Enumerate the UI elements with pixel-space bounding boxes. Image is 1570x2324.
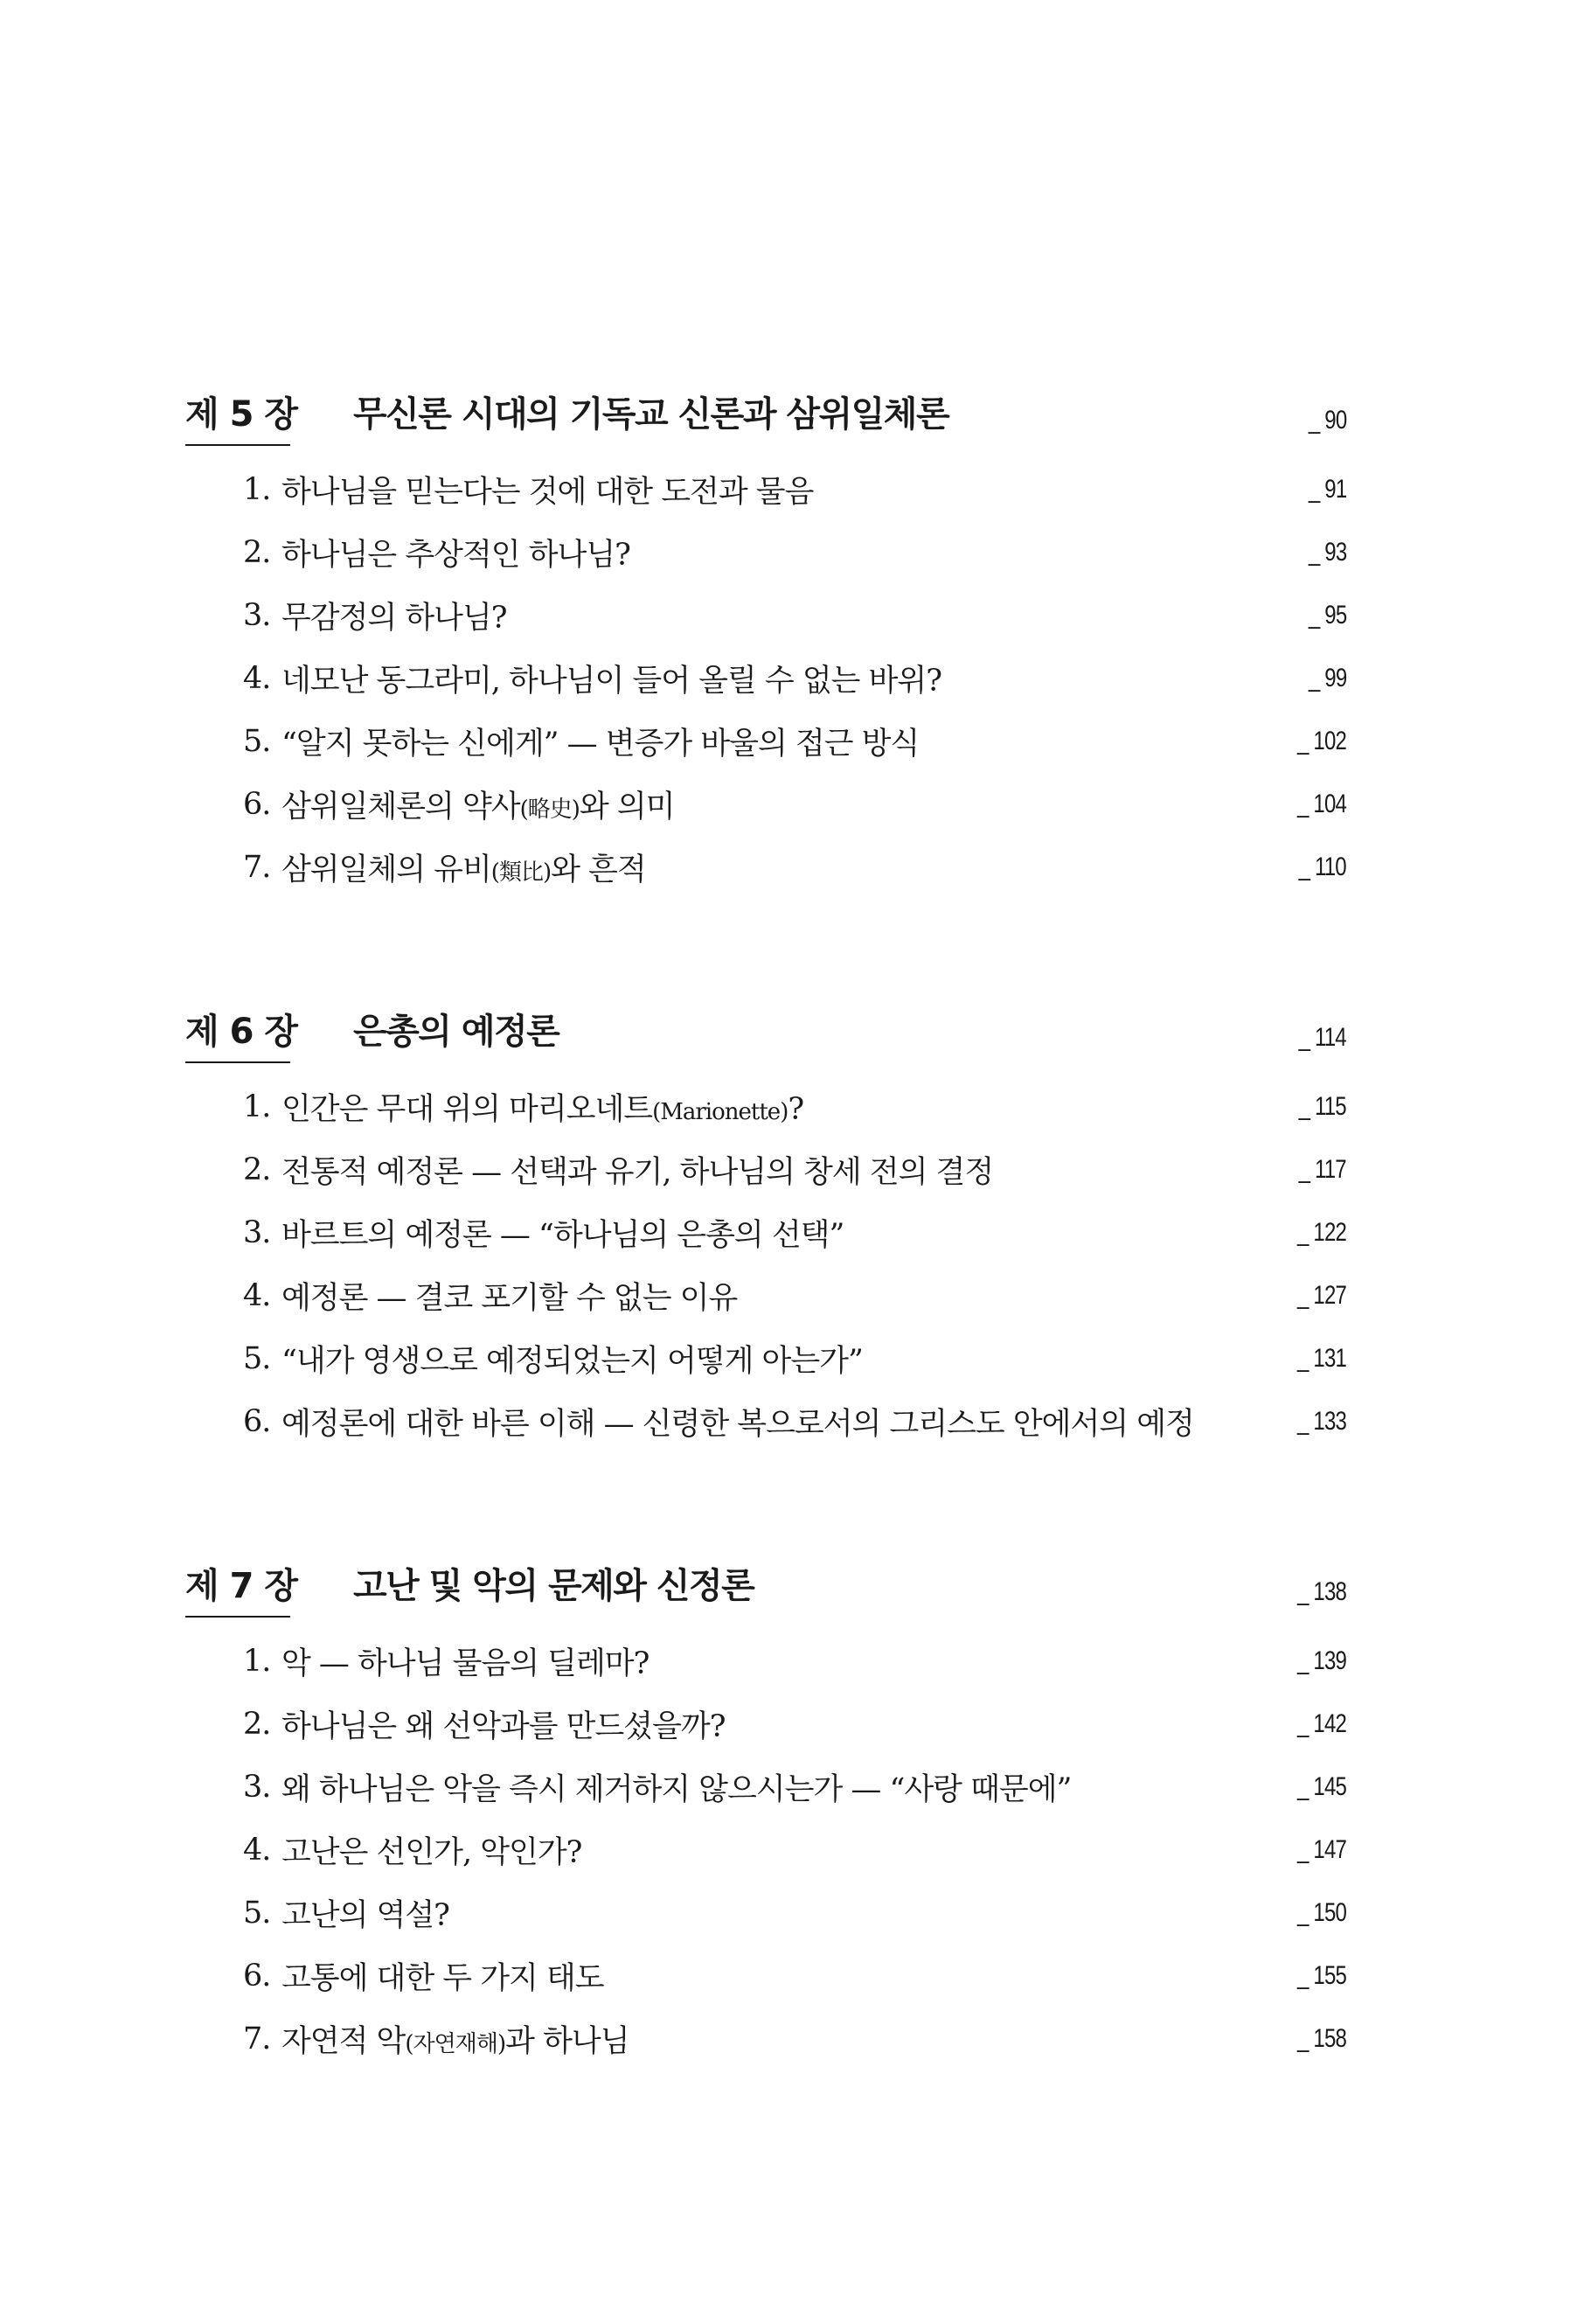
table-of-contents xyxy=(185,376,1346,2070)
toc-item[interactable] xyxy=(185,1693,1346,1756)
chapter-page: _ 114 xyxy=(1298,1023,1346,1052)
item-page: _ 147 xyxy=(1296,1835,1346,1864)
item-title: 하나님은 추상적인 하나님? xyxy=(281,538,630,573)
item-title: 악 — 하나님 물음의 딜레마? xyxy=(281,1646,650,1681)
item-title: 예정론에 대한 바른 이해 — 신령한 복으로서의 그리스도 안에서의 예정 xyxy=(281,1407,1194,1442)
item-title: 삼위일체론의 약사 xyxy=(281,790,520,825)
item-number: 2. xyxy=(243,1152,271,1187)
toc-item[interactable] xyxy=(185,1327,1346,1390)
chapter-label: 제 5 장 xyxy=(185,393,290,446)
item-title: 네모난 동그라미, 하나님이 들어 올릴 수 없는 바위? xyxy=(281,664,941,699)
item-title-suffix: 와 의미 xyxy=(579,790,675,825)
item-page: _ 155 xyxy=(1296,1961,1346,1990)
item-number: 3. xyxy=(243,1215,271,1250)
item-number: 4. xyxy=(243,661,271,696)
item-page: _ 115 xyxy=(1298,1092,1346,1121)
chapter-page: _ 90 xyxy=(1308,406,1346,435)
item-title-hanja: (類比) xyxy=(490,859,552,886)
toc-item[interactable] xyxy=(185,584,1346,647)
item-page: _ 150 xyxy=(1296,1898,1346,1927)
chapter-title[interactable]: 은총의 예정론 xyxy=(353,1012,559,1052)
item-page: _ 142 xyxy=(1296,1709,1346,1738)
item-page: _ 131 xyxy=(1296,1344,1346,1373)
toc-item[interactable] xyxy=(185,1945,1346,2007)
toc-item[interactable] xyxy=(185,521,1346,584)
item-title: 고난의 역설? xyxy=(281,1898,449,1933)
item-page: _ 127 xyxy=(1296,1281,1346,1310)
item-title-note: (자연재해) xyxy=(405,2031,506,2057)
toc-item[interactable] xyxy=(185,1882,1346,1945)
item-page: _ 95 xyxy=(1308,601,1346,630)
item-page: _ 110 xyxy=(1298,852,1346,881)
item-page: _ 104 xyxy=(1296,790,1346,818)
toc-item[interactable] xyxy=(185,1390,1346,1453)
chapter-heading xyxy=(185,1548,1346,1618)
item-number: 4. xyxy=(243,1833,271,1868)
chapter-title[interactable]: 무신론 시대의 기독교 신론과 삼위일체론 xyxy=(353,394,949,435)
item-title-wrap xyxy=(281,2017,1285,2061)
item-title: 바르트의 예정론 — “하나님의 은총의 선택” xyxy=(281,1218,844,1253)
item-title-wrap xyxy=(281,845,1287,889)
item-number: 5. xyxy=(243,1341,271,1376)
item-title: 무감정의 하나님? xyxy=(281,601,507,636)
item-number: 5. xyxy=(243,1896,271,1931)
toc-item[interactable] xyxy=(185,1138,1346,1201)
item-title-original: (Marionette) xyxy=(652,1099,788,1125)
item-title: 인간은 무대 위의 마리오네트 xyxy=(281,1092,653,1127)
item-number: 1. xyxy=(243,1089,271,1124)
item-title-hanja: (略史) xyxy=(519,797,580,823)
item-number: 2. xyxy=(243,535,271,570)
chapter-heading xyxy=(185,376,1346,446)
item-page: _ 93 xyxy=(1308,538,1346,567)
toc-item[interactable] xyxy=(185,1819,1346,1882)
item-page: _ 122 xyxy=(1296,1218,1346,1247)
item-page: _ 91 xyxy=(1308,475,1346,504)
item-number: 2. xyxy=(243,1707,271,1742)
toc-item[interactable] xyxy=(185,647,1346,710)
item-title-wrap xyxy=(281,1085,1287,1129)
chapter-6 xyxy=(185,993,1346,1453)
item-title: 자연적 악 xyxy=(281,2024,406,2059)
chapter-title[interactable]: 고난 및 악의 문제와 신정론 xyxy=(353,1566,754,1606)
item-number: 6. xyxy=(243,787,271,822)
toc-item[interactable] xyxy=(185,458,1346,521)
item-page: _ 158 xyxy=(1296,2024,1346,2053)
item-number: 7. xyxy=(243,2021,271,2056)
toc-item[interactable] xyxy=(185,1630,1346,1693)
item-title: 전통적 예정론 — 선택과 유기, 하나님의 창세 전의 결정 xyxy=(281,1155,994,1190)
item-page: _ 99 xyxy=(1308,664,1346,692)
toc-item[interactable] xyxy=(185,2007,1346,2070)
chapter-7 xyxy=(185,1548,1346,2070)
chapter-page: _ 138 xyxy=(1296,1577,1346,1606)
item-number: 4. xyxy=(243,1278,271,1313)
item-title: 고통에 대한 두 가지 태도 xyxy=(281,1961,604,1996)
item-number: 3. xyxy=(243,598,271,633)
chapter-label: 제 7 장 xyxy=(185,1565,290,1618)
toc-item[interactable] xyxy=(185,1075,1346,1138)
item-title: “알지 못하는 신에게” — 변증가 바울의 접근 방식 xyxy=(281,727,920,762)
item-number: 5. xyxy=(243,724,271,759)
item-number: 3. xyxy=(243,1770,271,1805)
toc-item[interactable] xyxy=(185,1756,1346,1819)
chapter-5 xyxy=(185,376,1346,899)
item-page: _ 145 xyxy=(1296,1772,1346,1801)
item-number: 1. xyxy=(243,1644,271,1679)
toc-item[interactable] xyxy=(185,1264,1346,1327)
item-title-suffix: 와 흔적 xyxy=(551,852,646,887)
item-page: _ 139 xyxy=(1296,1646,1346,1675)
item-title: 왜 하나님은 악을 즉시 제거하지 않으시는가 — “사랑 때문에” xyxy=(281,1772,1072,1807)
item-number: 6. xyxy=(243,1959,271,1993)
item-number: 7. xyxy=(243,850,271,885)
toc-item[interactable] xyxy=(185,836,1346,899)
item-title: “내가 영생으로 예정되었는지 어떻게 아는가” xyxy=(281,1344,863,1379)
toc-item[interactable] xyxy=(185,1201,1346,1264)
item-page: _ 117 xyxy=(1298,1155,1346,1184)
chapter-label: 제 6 장 xyxy=(185,1011,290,1063)
item-title-wrap xyxy=(281,783,1285,826)
item-title: 고난은 선인가, 악인가? xyxy=(281,1835,582,1870)
item-number: 1. xyxy=(243,472,271,507)
item-number: 6. xyxy=(243,1404,271,1439)
item-page: _ 102 xyxy=(1296,727,1346,755)
toc-item[interactable] xyxy=(185,773,1346,836)
chapter-heading xyxy=(185,993,1346,1063)
item-title-suffix: 과 하나님 xyxy=(505,2024,629,2059)
item-page: _ 133 xyxy=(1296,1407,1346,1436)
item-title: 삼위일체의 유비 xyxy=(281,852,491,887)
toc-item[interactable] xyxy=(185,710,1346,773)
item-title-suffix: ? xyxy=(788,1092,804,1127)
item-title: 하나님은 왜 선악과를 만드셨을까? xyxy=(281,1709,726,1744)
item-title: 하나님을 믿는다는 것에 대한 도전과 물음 xyxy=(281,475,814,510)
item-title: 예정론 — 결코 포기할 수 없는 이유 xyxy=(281,1281,738,1316)
